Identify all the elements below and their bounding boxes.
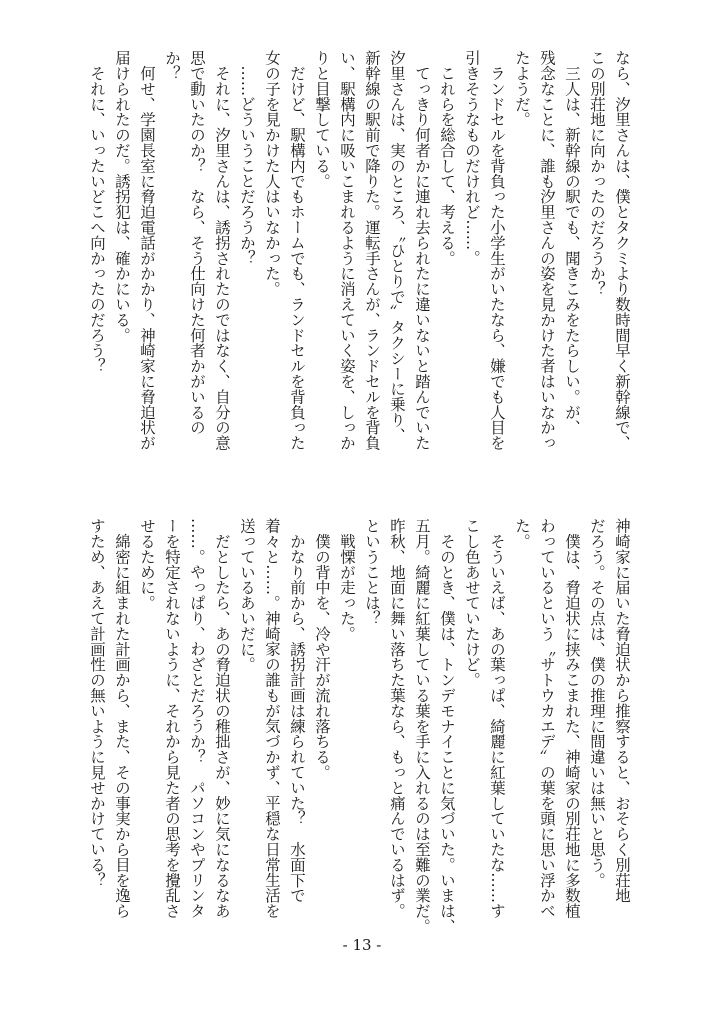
text-line: ーを特定されないように、それから見た者の思考を攪乱さ (163, 518, 181, 919)
text-line: 何せ、学園長室に脅迫電話がかかり、神崎家に脅迫状が (138, 50, 156, 451)
text-line: てっきり何者かに連れ去られたに違いないと踏んでいた (413, 50, 431, 451)
text-line: 新幹線の駅前で降りた。運転手さんが、ランドセルを背負 (363, 50, 381, 451)
text-line: ……。やっぱり、わざとだろうか？ パソコンやプリンタ (188, 518, 206, 919)
text-line: た。 (513, 518, 531, 549)
text-line: 綿密に組まれた計画から、また、その事実から目を逸ら (113, 518, 131, 919)
page-number: - 13 - (342, 936, 382, 954)
text-line: だけど、駅構内でもホームでも、ランドセルを背負った (288, 50, 306, 451)
text-line: 引きそうなものだけれど……。 (463, 50, 481, 266)
text-line: せるために。 (138, 518, 156, 611)
text-line: それに、いったいどこへ向かったのだろう？ (88, 50, 106, 374)
text-block-bottom (82, 518, 634, 936)
text-line: 僕の背中を、冷や汗が流れ落ちる。 (313, 518, 331, 780)
text-line: かなり前から、誘拐計画は練られていた？ 水面下で (288, 518, 306, 903)
text-line: わっているという〝サトウカエデ〟の葉を頭に思い浮かべ (538, 518, 556, 919)
text-line: 五月。綺麗に紅葉している葉を手に入れるのは至難の業だ。 (413, 518, 431, 934)
text-line: だろう。その点は、僕の推理に間違いは無いと思う。 (588, 518, 606, 888)
text-line: 思で動いたのか？ なら、そう仕向けた何者かがいるの (188, 50, 206, 435)
text-line: 昨秋、地面に舞い落ちた葉なら、もっと痛んでいるはず。 (388, 518, 406, 919)
text-line: か？ (163, 50, 181, 81)
text-line: これらを総合して、考える。 (438, 50, 456, 266)
text-line: 女の子を見かけた人はいなかった。 (263, 50, 281, 297)
text-line: そういえば、あの葉っぱ、綺麗に紅葉していたな……す (488, 518, 506, 919)
text-line: ということは？ (363, 518, 381, 626)
text-line: 残念なことに、誰も汐里さんの姿を見かけた者はいなかっ (538, 50, 556, 451)
text-line: それに、汐里さんは、誘拐されたのではなく、自分の意 (213, 50, 231, 451)
text-line: この別荘地に向かったのだろうか？ (588, 50, 606, 297)
text-line: だとしたら、あの脅迫状の稚拙さが、妙に気になるなあ (213, 518, 231, 919)
text-line: 神崎家に届いた脅迫状から推察すると、おそらく別荘地 (613, 518, 631, 903)
text-line: なら、汐里さんは、僕とタクミより数時間早く新幹線で、 (613, 50, 631, 451)
text-line: りと目撃している。 (313, 50, 331, 189)
text-line: 僕は、脅迫状に挟みこまれた、神崎家の別荘地に多数植 (563, 518, 581, 919)
text-line: 送っているあいだに。 (238, 518, 256, 672)
text-line: こし色あせていたけど。 (463, 518, 481, 688)
text-line: 汐里さんは、実のところ、〝ひとりで〟タクシーに乗り、 (388, 50, 406, 443)
text-line: 戦慄が走った。 (338, 518, 356, 642)
text-block-top (82, 50, 634, 468)
text-line: たようだ。 (513, 50, 531, 127)
text-line: そのとき、僕は、トンデモナイことに気づいた。いまは、 (438, 518, 456, 934)
text-line: い、駅構内に吸いこまれるように消えていく姿を、しっか (338, 50, 356, 451)
text-line: 着々と……。神崎家の誰もが気づかず、平穏な日常生活を (263, 518, 281, 919)
text-line: ……どういうことだろうか？ (238, 50, 256, 266)
text-line: すため、あえて計画性の無いように見せかけている？ (88, 518, 106, 888)
text-line: 三人は、新幹線の駅でも、聞きこみをたらしい。が、 (563, 50, 581, 435)
text-line: ランドセルを背負った小学生がいたなら、嫌でも人目を (488, 50, 506, 451)
text-line: 届けられたのだ。誘拐犯は、確かにいる。 (113, 50, 131, 343)
